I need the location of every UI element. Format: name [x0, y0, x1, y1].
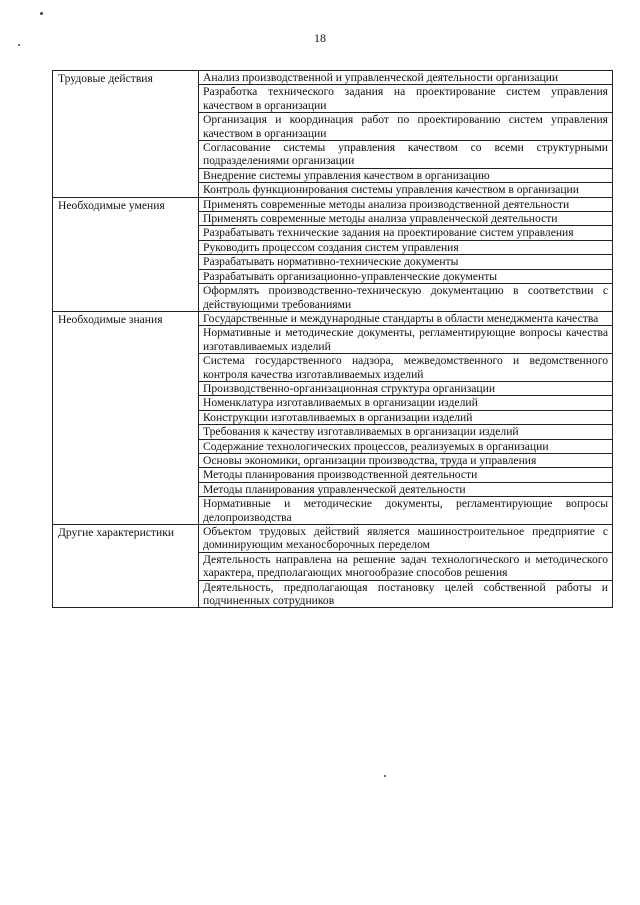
table-row	[53, 311, 613, 325]
table-cell-item: Разрабатывать организационно-управленческие документы	[199, 269, 613, 283]
table-cell-item: Производственно-организационная структура организации	[199, 381, 613, 395]
table-cell-item: Деятельность, предполагающая постановку целей собственной работы и подчиненных сотрудников	[199, 580, 613, 608]
table-cell-item: Разрабатывать нормативно-технические документы	[199, 255, 613, 269]
scan-speck	[384, 775, 386, 777]
table-cell-item: Методы планирования производственной деятельности	[199, 468, 613, 482]
table-cell-item: Разрабатывать технические задания на проектирование систем управления	[199, 226, 613, 240]
table-cell-item: Система государственного надзора, межведомственного и ведомственного контроля качества изготавливаемых изделий	[199, 354, 613, 382]
scan-speck	[40, 12, 43, 15]
table-cell-item: Организация и координация работ по проектированию систем управления качеством в организации	[199, 113, 613, 141]
table-cell-item: Применять современные методы анализа производственной деятельности	[199, 197, 613, 211]
table-cell-item: Анализ производственной и управленческой деятельности организации	[199, 71, 613, 85]
table-cell-item: Конструкции изготавливаемых в организации изделий	[199, 410, 613, 424]
page-number: 18	[314, 31, 326, 45]
section-label: Необходимые умения	[53, 197, 199, 311]
table-cell-item: Руководить процессом создания систем управления	[199, 240, 613, 254]
table-cell-item: Государственные и международные стандарты в области менеджмента качества	[199, 311, 613, 325]
section-label: Необходимые знания	[53, 311, 199, 524]
section-label: Другие характеристики	[53, 525, 199, 608]
table-cell-item: Основы экономики, организации производства, труда и управления	[199, 453, 613, 467]
table-cell-item: Номенклатура изготавливаемых в организации изделий	[199, 396, 613, 410]
table-cell-item: Нормативные и методические документы, регламентирующие вопросы делопроизводства	[199, 497, 613, 525]
labor-function-table	[52, 70, 613, 608]
table-cell-item: Содержание технологических процессов, реализуемых в организации	[199, 439, 613, 453]
table-cell-item: Деятельность направлена на решение задач технологического и методического характера, предполагающих многообразие способов решения	[199, 552, 613, 580]
table-row	[53, 197, 613, 211]
table-cell-item: Согласование системы управления качеством со всеми структурными подразделениями организации	[199, 141, 613, 169]
table-row	[53, 525, 613, 553]
table-cell-item: Внедрение системы управления качеством в организацию	[199, 168, 613, 182]
table-cell-item: Контроль функционирования системы управления качеством в организации	[199, 183, 613, 197]
table-cell-item: Объектом трудовых действий является машиностроительное предприятие с доминирующим механосборочных переделом	[199, 525, 613, 553]
table-cell-item: Применять современные методы анализа управленческой деятельности	[199, 212, 613, 226]
table-cell-item: Требования к качеству изготавливаемых в организации изделий	[199, 425, 613, 439]
table-cell-item: Методы планирования управленческой деятельности	[199, 482, 613, 496]
table-row	[53, 71, 613, 85]
table-cell-item: Оформлять производственно-техническую документацию в соответствии с действующими требованиями	[199, 284, 613, 312]
table-cell-item: Разработка технического задания на проектирование систем управления качеством в организации	[199, 85, 613, 113]
table-cell-item: Нормативные и методические документы, регламентирующие вопросы качества изготавливаемых изделий	[199, 326, 613, 354]
section-label: Трудовые действия	[53, 71, 199, 198]
